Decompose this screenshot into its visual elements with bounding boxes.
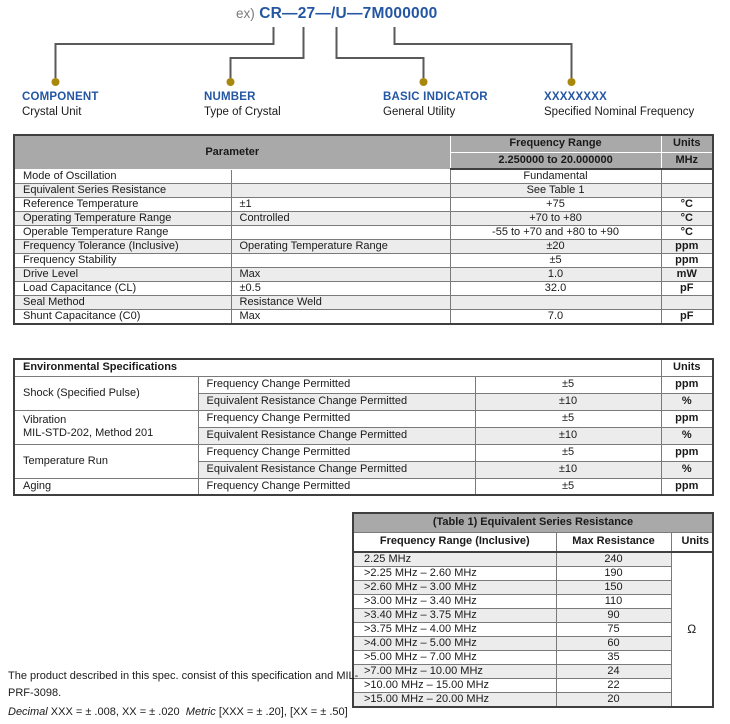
res-range: >4.00 MHz – 5.00 MHz	[353, 637, 556, 651]
table-row	[353, 679, 713, 693]
table-row	[353, 665, 713, 679]
label-number-subtitle: Type of Crystal	[204, 106, 281, 118]
res-table-title: (Table 1) Equivalent Series Resistance	[353, 513, 713, 532]
param-name: Frequency Tolerance (Inclusive)	[14, 240, 231, 254]
res-range: >3.40 MHz – 3.75 MHz	[353, 609, 556, 623]
table-row	[353, 623, 713, 637]
tolerance-decimal-text: XXX = ± .008, XX = ± .020	[50, 706, 180, 719]
res-value: 35	[556, 651, 671, 665]
table-row	[353, 595, 713, 609]
label-frequency-subtitle: Specified Nominal Frequency	[544, 106, 695, 118]
dot-frequency-icon	[568, 78, 576, 86]
param-condition: ±1	[231, 198, 450, 212]
table-row	[14, 410, 713, 427]
param-condition: Operating Temperature Range	[231, 240, 450, 254]
param-condition	[231, 184, 450, 198]
footer-notes	[8, 668, 360, 721]
res-range-header: Frequency Range (Inclusive)	[353, 532, 556, 552]
param-unit: °C	[661, 212, 713, 226]
param-unit: pF	[661, 282, 713, 296]
env-test-desc: Equivalent Resistance Change Permitted	[198, 427, 475, 444]
table-row	[14, 282, 713, 296]
table-row	[14, 226, 713, 240]
env-group-name: Shock (Specified Pulse)	[14, 376, 198, 410]
param-condition	[231, 226, 450, 240]
tolerance-decimal-label: Decimal	[8, 706, 48, 719]
table-row	[353, 637, 713, 651]
table-row	[353, 552, 713, 567]
param-unit: °C	[661, 226, 713, 240]
label-basic-indicator	[383, 91, 488, 118]
env-test-value: ±10	[475, 427, 661, 444]
env-units-header: Units	[661, 359, 713, 376]
table-row	[14, 310, 713, 325]
env-test-unit: %	[661, 461, 713, 478]
table-row	[14, 212, 713, 226]
dot-basic-indicator-icon	[420, 78, 428, 86]
units-header: Units	[661, 135, 713, 152]
param-unit: ppm	[661, 240, 713, 254]
label-basic-indicator-subtitle: General Utility	[383, 106, 456, 118]
param-value: -55 to +70 and +80 to +90	[450, 226, 661, 240]
part-number-diagram	[0, 0, 730, 132]
tolerance-metric-text: [XXX = ± .20], [XX = ± .50]	[218, 706, 348, 719]
env-test-unit: ppm	[661, 376, 713, 393]
res-unit: Ω	[671, 552, 713, 707]
param-name: Reference Temperature	[14, 198, 231, 212]
env-group-name-line2: MIL-STD-202, Method 201	[23, 427, 154, 439]
table-row	[353, 609, 713, 623]
param-condition	[231, 169, 450, 184]
res-value: 150	[556, 581, 671, 595]
frequency-range-value-header: 2.250000 to 20.000000	[450, 152, 661, 169]
table-row	[14, 240, 713, 254]
res-value: 22	[556, 679, 671, 693]
param-value	[450, 296, 661, 310]
label-component-title: COMPONENT	[22, 91, 99, 103]
label-component	[22, 91, 99, 118]
param-value: +70 to +80	[450, 212, 661, 226]
param-condition: ±0.5	[231, 282, 450, 296]
example-prefix: ex)	[236, 6, 255, 21]
param-unit: pF	[661, 310, 713, 325]
label-frequency	[544, 91, 694, 118]
env-test-unit: ppm	[661, 410, 713, 427]
param-value: 1.0	[450, 268, 661, 282]
param-name: Equivalent Series Resistance	[14, 184, 231, 198]
dot-component-icon	[52, 78, 60, 86]
param-name: Shunt Capacitance (C0)	[14, 310, 231, 325]
env-test-value: ±10	[475, 393, 661, 410]
tolerance-note	[8, 704, 360, 721]
param-value: ±5	[450, 254, 661, 268]
param-name: Load Capacitance (CL)	[14, 282, 231, 296]
spec-note: The product described in this spec. consist of this specification and MIL-PRF-3098.	[8, 670, 359, 700]
env-group-name	[14, 410, 198, 444]
param-condition	[231, 254, 450, 268]
label-frequency-title: XXXXXXXX	[544, 91, 607, 103]
param-condition: Max	[231, 268, 450, 282]
res-value: 240	[556, 552, 671, 567]
env-test-value: ±5	[475, 410, 661, 427]
env-test-desc: Equivalent Resistance Change Permitted	[198, 461, 475, 478]
res-range: >2.25 MHz – 2.60 MHz	[353, 567, 556, 581]
connector-frequency	[395, 27, 572, 78]
param-unit: °C	[661, 198, 713, 212]
param-name: Seal Method	[14, 296, 231, 310]
env-test-unit: %	[661, 393, 713, 410]
res-value: 60	[556, 637, 671, 651]
dot-number-icon	[227, 78, 235, 86]
table-row	[353, 693, 713, 708]
label-number	[204, 91, 281, 118]
param-name: Operable Temperature Range	[14, 226, 231, 240]
env-test-unit: ppm	[661, 444, 713, 461]
res-value: 24	[556, 665, 671, 679]
env-test-value: ±5	[475, 376, 661, 393]
param-value: 32.0	[450, 282, 661, 296]
param-unit	[661, 169, 713, 184]
connector-component	[56, 27, 274, 78]
env-test-unit: ppm	[661, 478, 713, 495]
res-range: >3.75 MHz – 4.00 MHz	[353, 623, 556, 637]
table-row	[353, 581, 713, 595]
param-condition: Max	[231, 310, 450, 325]
res-value: 110	[556, 595, 671, 609]
label-number-title: NUMBER	[204, 91, 256, 103]
param-unit: ppm	[661, 254, 713, 268]
tolerance-metric-label: Metric	[185, 706, 216, 719]
table-row	[14, 444, 713, 461]
table-row	[14, 478, 713, 495]
parameter-header: Parameter	[14, 135, 450, 169]
param-name: Mode of Oscillation	[14, 169, 231, 184]
param-value: +75	[450, 198, 661, 212]
label-component-subtitle: Crystal Unit	[22, 106, 82, 118]
res-value: 190	[556, 567, 671, 581]
connector-basic-indicator	[337, 27, 424, 78]
param-condition: Resistance Weld	[231, 296, 450, 310]
res-range: >3.00 MHz – 3.40 MHz	[353, 595, 556, 609]
table-row	[14, 169, 713, 184]
env-test-desc: Frequency Change Permitted	[198, 478, 475, 495]
res-value: 75	[556, 623, 671, 637]
param-unit: mW	[661, 268, 713, 282]
frequency-range-header: Frequency Range	[450, 135, 661, 152]
env-test-unit: %	[661, 427, 713, 444]
env-group-name: Temperature Run	[14, 444, 198, 478]
param-name: Drive Level	[14, 268, 231, 282]
env-test-desc: Frequency Change Permitted	[198, 410, 475, 427]
param-condition: Controlled	[231, 212, 450, 226]
label-basic-indicator-title: BASIC INDICATOR	[383, 91, 488, 103]
part-number: CR—27—/U—7M000000	[259, 5, 438, 22]
table-row	[14, 268, 713, 282]
table-row	[353, 567, 713, 581]
res-range: 2.25 MHz	[353, 552, 556, 567]
equivalent-series-resistance-table	[352, 512, 714, 708]
environmental-specifications-table	[13, 358, 714, 496]
env-test-value: ±5	[475, 444, 661, 461]
table-row	[353, 651, 713, 665]
res-range: >7.00 MHz – 10.00 MHz	[353, 665, 556, 679]
param-value: See Table 1	[450, 184, 661, 198]
env-test-desc: Frequency Change Permitted	[198, 376, 475, 393]
res-value: 90	[556, 609, 671, 623]
parameter-table	[13, 134, 714, 325]
res-resistance-header: Max Resistance	[556, 532, 671, 552]
res-value: 20	[556, 693, 671, 708]
res-range: >15.00 MHz – 20.00 MHz	[353, 693, 556, 708]
res-range: >2.60 MHz – 3.00 MHz	[353, 581, 556, 595]
param-name: Frequency Stability	[14, 254, 231, 268]
table-row	[14, 254, 713, 268]
table-row	[14, 296, 713, 310]
param-value: Fundamental	[450, 169, 661, 184]
param-unit	[661, 184, 713, 198]
table-row	[14, 198, 713, 212]
env-test-desc: Frequency Change Permitted	[198, 444, 475, 461]
res-range: >5.00 MHz – 7.00 MHz	[353, 651, 556, 665]
units-value-header: MHz	[661, 152, 713, 169]
env-test-desc: Equivalent Resistance Change Permitted	[198, 393, 475, 410]
table-row	[14, 184, 713, 198]
param-unit	[661, 296, 713, 310]
env-table-title: Environmental Specifications	[14, 359, 661, 376]
param-value: ±20	[450, 240, 661, 254]
connector-number	[231, 27, 304, 78]
table-row	[14, 376, 713, 393]
part-number-line	[236, 5, 438, 23]
res-units-header: Units	[671, 532, 713, 552]
env-group-name-line1: Vibration	[23, 414, 67, 426]
env-group-name: Aging	[14, 478, 198, 495]
res-range: >10.00 MHz – 15.00 MHz	[353, 679, 556, 693]
param-value: 7.0	[450, 310, 661, 325]
env-test-value: ±10	[475, 461, 661, 478]
param-name: Operating Temperature Range	[14, 212, 231, 226]
env-test-value: ±5	[475, 478, 661, 495]
